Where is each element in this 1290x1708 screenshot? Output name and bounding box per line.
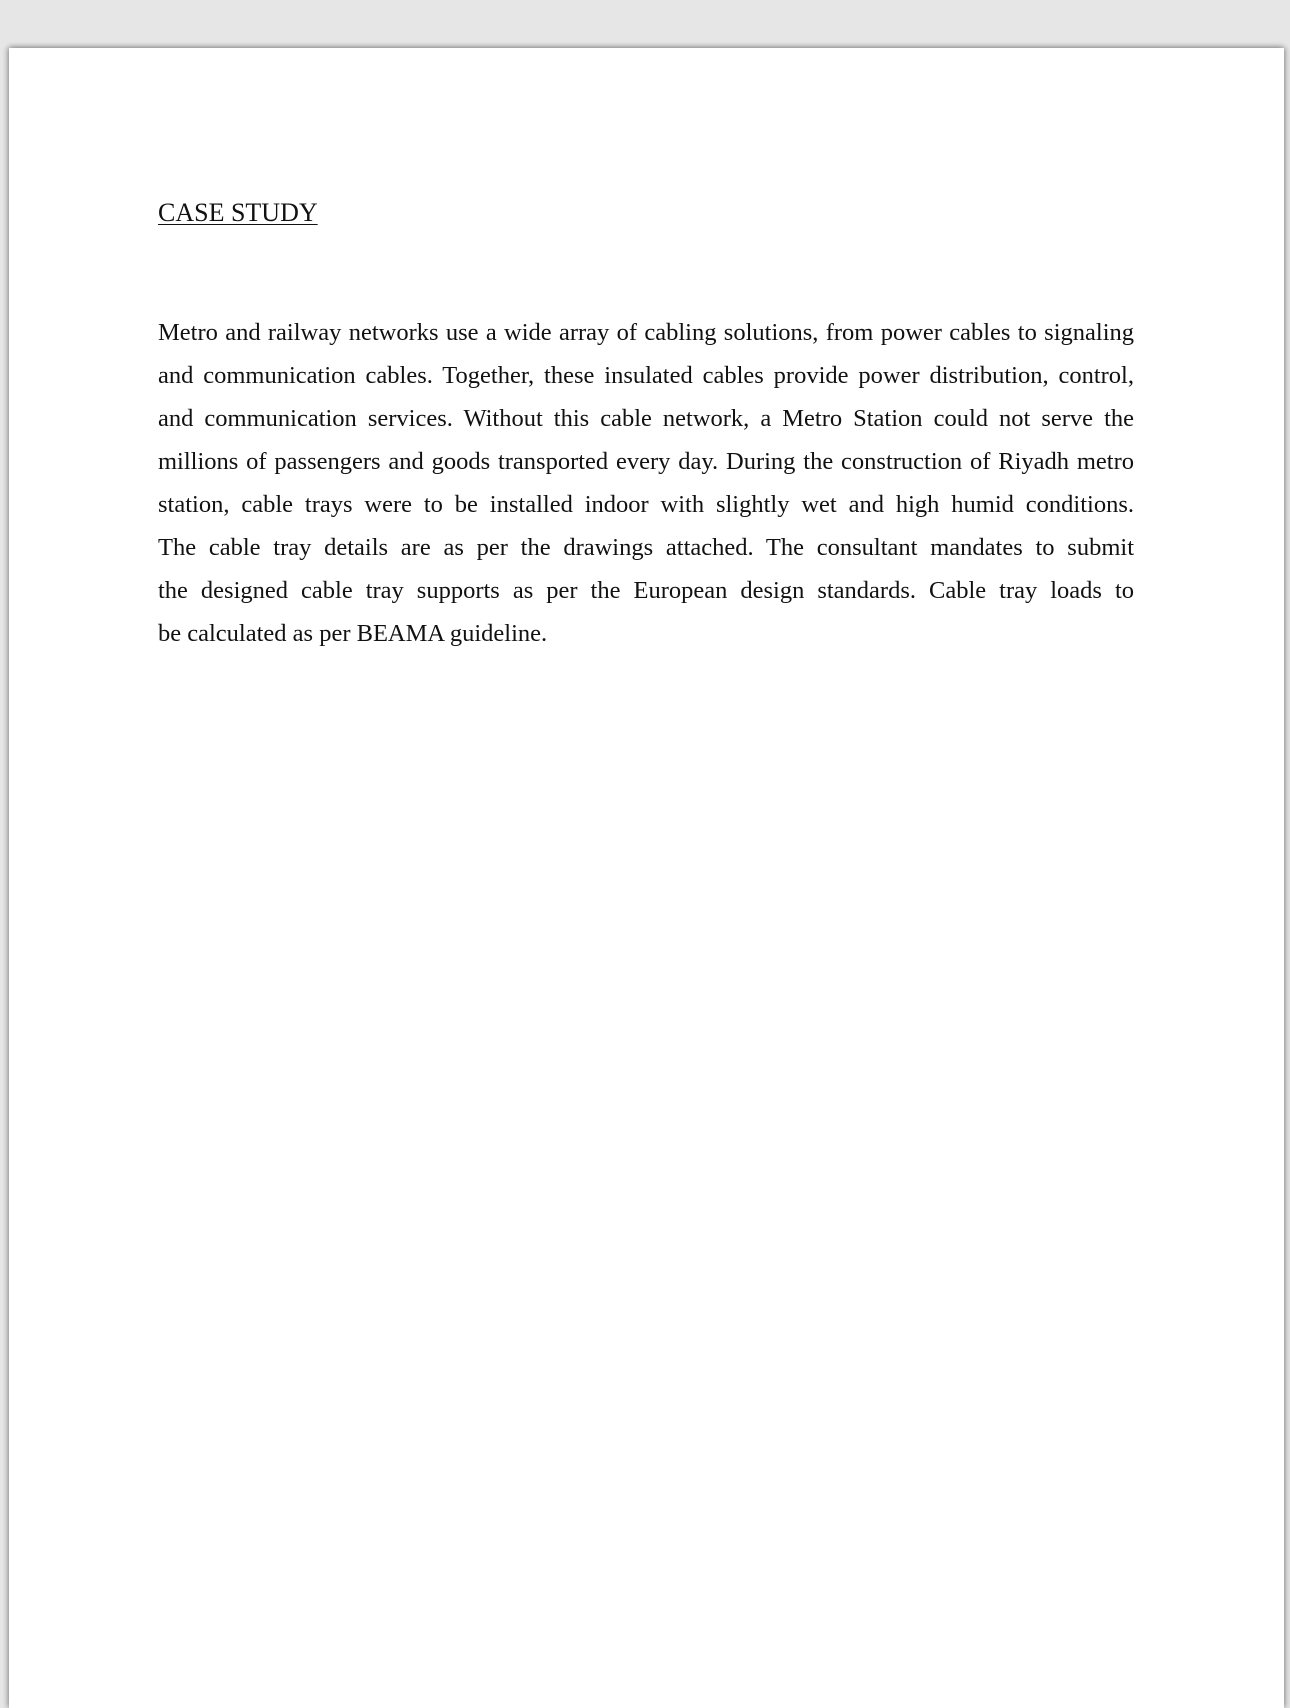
document-page	[9, 48, 1284, 1708]
paragraph-line: and communication cables. Together, these insulated cables provide power distribution, control,	[158, 362, 1134, 389]
paragraph-line: be calculated as per BEAMA guideline.	[158, 620, 548, 647]
case-study-paragraph	[158, 311, 1134, 655]
paragraph-line: the designed cable tray supports as per the European design standards. Cable tray loads to	[158, 577, 1134, 604]
paragraph-line: The cable tray details are as per the drawings attached. The consultant mandates to submit	[158, 534, 1134, 561]
paragraph-line: millions of passengers and goods transported every day. During the construction of Riyadh metro	[158, 448, 1134, 475]
paragraph-line: and communication services. Without this cable network, a Metro Station could not serve the	[158, 405, 1134, 432]
case-study-heading: CASE STUDY	[158, 198, 318, 227]
paragraph-line: station, cable trays were to be installed indoor with slightly wet and high humid conditions.	[158, 491, 1134, 518]
paragraph-line: Metro and railway networks use a wide array of cabling solutions, from power cables to signaling	[158, 319, 1134, 346]
